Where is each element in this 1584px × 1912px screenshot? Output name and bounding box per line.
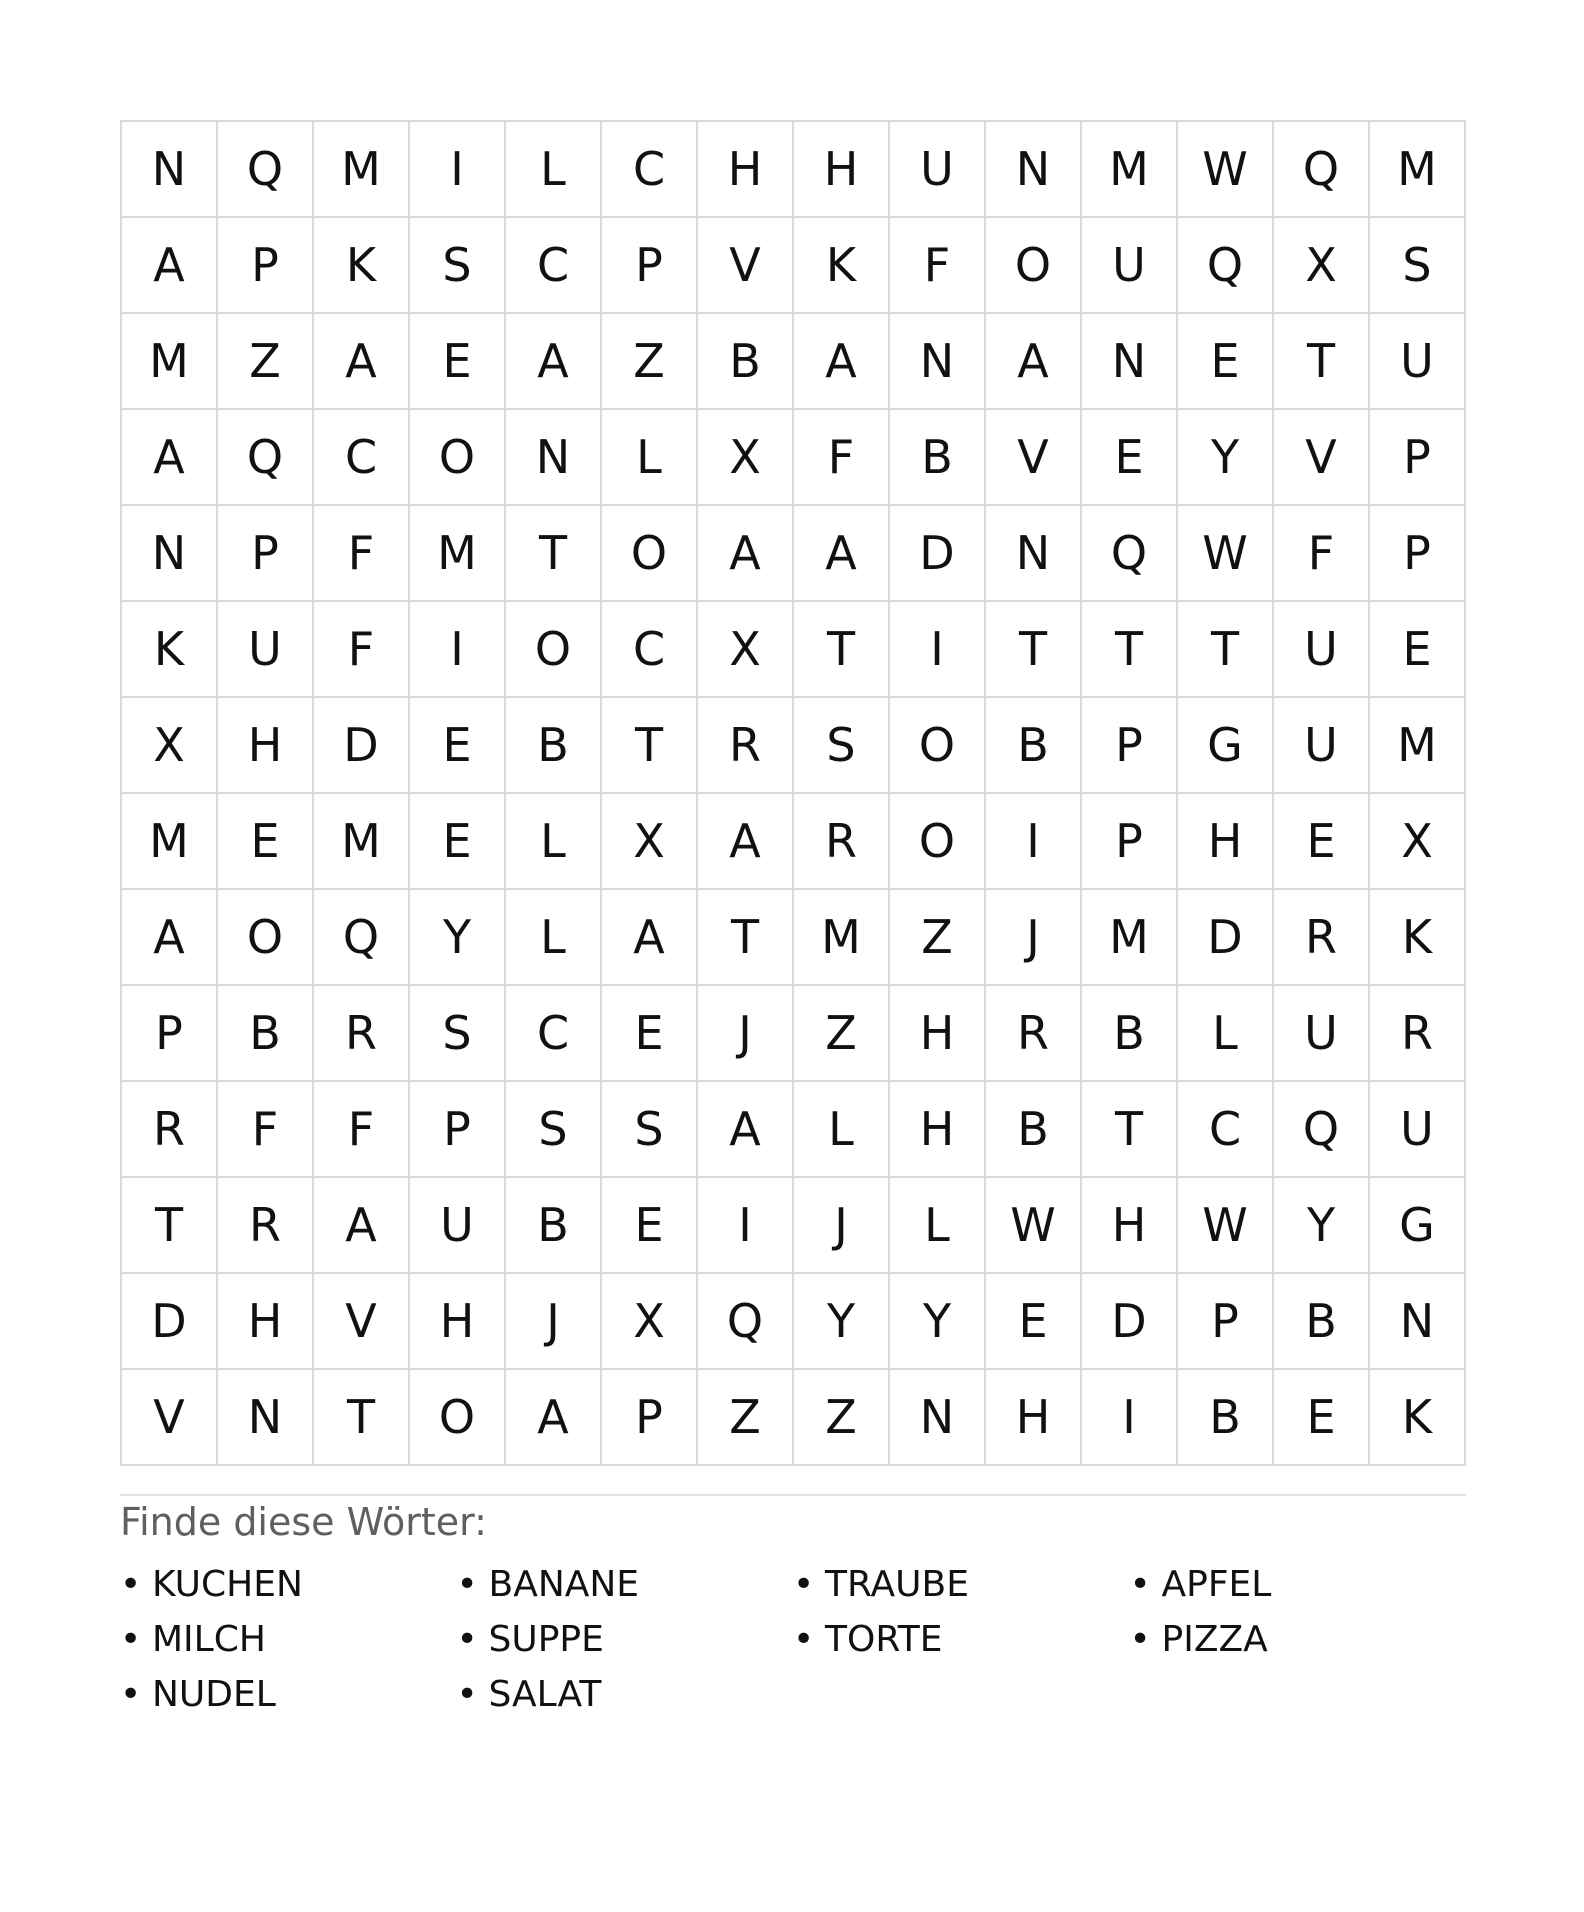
grid-cell[interactable]: E <box>1274 1370 1370 1466</box>
grid-cell[interactable]: E <box>1178 314 1274 410</box>
bullet-icon: • <box>1129 1619 1151 1660</box>
grid-cell[interactable]: B <box>218 986 314 1082</box>
grid-cell[interactable]: B <box>506 698 602 794</box>
grid-cell[interactable]: Z <box>602 314 698 410</box>
grid-cell[interactable]: O <box>218 890 314 986</box>
grid-cell[interactable]: O <box>890 698 986 794</box>
grid-cell[interactable]: K <box>1370 1370 1466 1466</box>
grid-cell[interactable]: F <box>1274 506 1370 602</box>
grid-cell[interactable]: Z <box>890 890 986 986</box>
grid-cell[interactable]: N <box>986 506 1082 602</box>
grid-cell[interactable]: C <box>602 602 698 698</box>
bullet-icon: • <box>793 1564 815 1605</box>
grid-cell[interactable]: M <box>314 794 410 890</box>
grid-cell[interactable]: P <box>1370 410 1466 506</box>
grid-cell[interactable]: B <box>986 1082 1082 1178</box>
grid-cell[interactable]: B <box>1178 1370 1274 1466</box>
word-item <box>793 1617 1130 1662</box>
grid-cell[interactable]: P <box>410 1082 506 1178</box>
grid-cell[interactable]: F <box>218 1082 314 1178</box>
grid-cell[interactable]: U <box>410 1178 506 1274</box>
grid-cell[interactable]: L <box>602 410 698 506</box>
grid-cell[interactable]: X <box>122 698 218 794</box>
grid-cell[interactable]: P <box>1082 794 1178 890</box>
grid-cell[interactable]: M <box>1082 122 1178 218</box>
grid-cell[interactable]: S <box>410 218 506 314</box>
grid-cell[interactable]: Y <box>1274 1178 1370 1274</box>
grid-cell[interactable]: G <box>1370 1178 1466 1274</box>
grid-cell[interactable]: P <box>1370 506 1466 602</box>
grid-cell[interactable]: M <box>794 890 890 986</box>
grid-cell[interactable]: U <box>1082 218 1178 314</box>
word-label: KUCHEN <box>152 1564 303 1605</box>
grid-cell[interactable]: B <box>890 410 986 506</box>
word-label: SALAT <box>488 1674 602 1715</box>
grid-cell[interactable]: R <box>218 1178 314 1274</box>
grid-cell[interactable]: A <box>122 218 218 314</box>
grid-cell[interactable]: Q <box>314 890 410 986</box>
bullet-icon: • <box>120 1564 142 1605</box>
grid-cell[interactable]: K <box>314 218 410 314</box>
grid-cell[interactable]: S <box>602 1082 698 1178</box>
grid-cell[interactable]: Q <box>1178 218 1274 314</box>
grid-cell[interactable]: U <box>890 122 986 218</box>
bullet-icon: • <box>793 1619 815 1660</box>
grid-cell[interactable]: D <box>314 698 410 794</box>
grid-cell[interactable]: I <box>410 122 506 218</box>
grid-cell[interactable]: M <box>1370 698 1466 794</box>
word-label: TRAUBE <box>825 1564 969 1605</box>
grid-cell[interactable]: V <box>698 218 794 314</box>
grid-cell[interactable]: R <box>986 986 1082 1082</box>
grid-cell[interactable]: D <box>1178 890 1274 986</box>
grid-cell[interactable]: X <box>698 602 794 698</box>
word-label: PIZZA <box>1161 1619 1268 1660</box>
grid-cell[interactable]: I <box>890 602 986 698</box>
divider <box>120 1494 1466 1496</box>
grid-cell[interactable]: F <box>794 410 890 506</box>
grid-cell[interactable]: I <box>698 1178 794 1274</box>
grid-cell[interactable]: I <box>1082 1370 1178 1466</box>
grid-cell[interactable]: T <box>314 1370 410 1466</box>
grid-cell[interactable]: Z <box>794 1370 890 1466</box>
grid-cell[interactable]: Q <box>698 1274 794 1370</box>
word-item <box>457 1617 794 1662</box>
grid-cell[interactable]: K <box>122 602 218 698</box>
grid-cell[interactable]: B <box>1274 1274 1370 1370</box>
grid-cell[interactable]: R <box>698 698 794 794</box>
grid-cell[interactable]: Q <box>1274 122 1370 218</box>
grid-cell[interactable]: T <box>1274 314 1370 410</box>
word-item <box>1130 1617 1467 1662</box>
word-item <box>457 1672 794 1717</box>
grid-cell[interactable]: A <box>314 1178 410 1274</box>
grid-cell[interactable]: L <box>890 1178 986 1274</box>
grid-cell[interactable]: T <box>794 602 890 698</box>
grid-cell[interactable]: R <box>1370 986 1466 1082</box>
grid-cell[interactable]: V <box>1274 410 1370 506</box>
grid-cell[interactable]: P <box>1178 1274 1274 1370</box>
grid-cell[interactable]: U <box>1274 602 1370 698</box>
grid-cell[interactable]: G <box>1178 698 1274 794</box>
grid-cell[interactable]: H <box>218 698 314 794</box>
grid-cell[interactable]: A <box>506 1370 602 1466</box>
grid-cell[interactable]: C <box>1178 1082 1274 1178</box>
grid-cell[interactable]: U <box>1274 698 1370 794</box>
grid-cell[interactable]: W <box>1178 1178 1274 1274</box>
grid-cell[interactable]: B <box>698 314 794 410</box>
bullet-icon: • <box>456 1564 478 1605</box>
grid-cell[interactable]: C <box>602 122 698 218</box>
grid-cell[interactable]: A <box>794 314 890 410</box>
grid-cell[interactable]: E <box>986 1274 1082 1370</box>
grid-cell[interactable]: J <box>986 890 1082 986</box>
grid-cell[interactable]: L <box>794 1082 890 1178</box>
grid-cell[interactable]: K <box>794 218 890 314</box>
grid-cell[interactable]: E <box>1082 410 1178 506</box>
grid-cell[interactable]: Z <box>218 314 314 410</box>
grid-cell[interactable]: T <box>122 1178 218 1274</box>
grid-cell[interactable]: M <box>122 794 218 890</box>
grid-cell[interactable]: L <box>506 794 602 890</box>
grid-cell[interactable]: N <box>890 1370 986 1466</box>
grid-cell[interactable]: Q <box>218 410 314 506</box>
grid-cell[interactable]: E <box>218 794 314 890</box>
grid-cell[interactable]: N <box>890 314 986 410</box>
grid-cell[interactable]: X <box>1274 218 1370 314</box>
grid-cell[interactable]: O <box>410 410 506 506</box>
grid-cell[interactable]: H <box>890 1082 986 1178</box>
bullet-icon: • <box>120 1619 142 1660</box>
grid-cell[interactable]: U <box>1274 986 1370 1082</box>
grid-cell[interactable]: Q <box>218 122 314 218</box>
grid-cell[interactable]: E <box>602 986 698 1082</box>
grid-cell[interactable]: J <box>506 1274 602 1370</box>
grid-cell[interactable]: W <box>1178 122 1274 218</box>
word-item <box>1130 1562 1467 1607</box>
word-item <box>120 1562 457 1607</box>
grid-cell[interactable]: T <box>698 890 794 986</box>
grid-cell[interactable]: E <box>1274 794 1370 890</box>
grid-cell[interactable]: E <box>410 794 506 890</box>
grid-cell[interactable]: B <box>1082 986 1178 1082</box>
grid-cell[interactable]: Y <box>1178 410 1274 506</box>
grid-cell[interactable]: O <box>410 1370 506 1466</box>
grid-cell[interactable]: D <box>1082 1274 1178 1370</box>
grid-cell[interactable]: W <box>986 1178 1082 1274</box>
grid-cell[interactable]: X <box>602 794 698 890</box>
grid-cell[interactable]: T <box>1178 602 1274 698</box>
grid-cell[interactable]: C <box>506 986 602 1082</box>
grid-cell[interactable]: T <box>986 602 1082 698</box>
grid-cell[interactable]: I <box>410 602 506 698</box>
grid-cell[interactable]: N <box>506 410 602 506</box>
grid-cell[interactable]: E <box>1370 602 1466 698</box>
grid-cell[interactable]: A <box>986 314 1082 410</box>
grid-cell[interactable]: O <box>602 506 698 602</box>
grid-cell[interactable]: N <box>122 506 218 602</box>
grid-cell[interactable]: X <box>602 1274 698 1370</box>
word-label: BANANE <box>488 1564 640 1605</box>
grid-cell[interactable]: L <box>1178 986 1274 1082</box>
word-label: NUDEL <box>152 1674 276 1715</box>
word-list-title: Finde diese Wörter: <box>120 1500 487 1544</box>
grid-cell[interactable]: Y <box>794 1274 890 1370</box>
word-item <box>120 1617 457 1662</box>
grid-cell[interactable]: F <box>314 602 410 698</box>
bullet-icon: • <box>120 1674 142 1715</box>
grid-cell[interactable]: E <box>410 314 506 410</box>
grid-cell[interactable]: A <box>506 314 602 410</box>
grid-cell[interactable]: T <box>506 506 602 602</box>
grid-cell[interactable]: N <box>986 122 1082 218</box>
grid-cell[interactable]: H <box>410 1274 506 1370</box>
grid-cell[interactable]: J <box>794 1178 890 1274</box>
grid-cell[interactable]: N <box>1082 314 1178 410</box>
grid-cell[interactable]: A <box>122 410 218 506</box>
grid-cell[interactable]: Z <box>794 986 890 1082</box>
word-label: TORTE <box>825 1619 943 1660</box>
grid-cell[interactable]: I <box>986 794 1082 890</box>
grid-cell[interactable]: S <box>410 986 506 1082</box>
grid-cell[interactable]: V <box>986 410 1082 506</box>
grid-cell[interactable]: J <box>698 986 794 1082</box>
grid-cell[interactable]: A <box>698 1082 794 1178</box>
grid-cell[interactable]: T <box>1082 1082 1178 1178</box>
grid-cell[interactable]: R <box>1274 890 1370 986</box>
grid-cell[interactable]: V <box>122 1370 218 1466</box>
bullet-icon: • <box>1129 1564 1151 1605</box>
word-search-grid <box>120 120 1466 1466</box>
word-label: SUPPE <box>488 1619 604 1660</box>
grid-cell[interactable]: T <box>1082 602 1178 698</box>
grid-cell[interactable]: O <box>890 794 986 890</box>
grid-cell[interactable]: H <box>218 1274 314 1370</box>
grid-cell[interactable]: V <box>314 1274 410 1370</box>
grid-cell[interactable]: W <box>1178 506 1274 602</box>
grid-cell[interactable]: B <box>986 698 1082 794</box>
grid-cell[interactable]: F <box>890 218 986 314</box>
grid-cell[interactable]: D <box>122 1274 218 1370</box>
grid-cell[interactable]: C <box>314 410 410 506</box>
grid-cell[interactable]: A <box>602 890 698 986</box>
grid-cell[interactable]: E <box>410 698 506 794</box>
grid-cell[interactable]: C <box>506 218 602 314</box>
grid-cell[interactable]: M <box>1370 122 1466 218</box>
grid-cell[interactable]: P <box>602 1370 698 1466</box>
word-item <box>457 1562 794 1607</box>
grid-cell[interactable]: S <box>1370 218 1466 314</box>
grid-cell[interactable]: H <box>890 986 986 1082</box>
grid-cell[interactable]: N <box>218 1370 314 1466</box>
grid-cell[interactable]: N <box>1370 1274 1466 1370</box>
grid-cell[interactable]: O <box>986 218 1082 314</box>
grid-cell[interactable]: H <box>986 1370 1082 1466</box>
grid-cell[interactable]: A <box>698 794 794 890</box>
word-item <box>120 1672 457 1717</box>
grid-cell[interactable]: L <box>506 122 602 218</box>
grid-cell[interactable]: D <box>890 506 986 602</box>
word-item <box>793 1562 1130 1607</box>
bullet-icon: • <box>456 1619 478 1660</box>
grid-cell[interactable]: K <box>1370 890 1466 986</box>
grid-cell[interactable]: M <box>1082 890 1178 986</box>
grid-cell[interactable]: H <box>1082 1178 1178 1274</box>
grid-cell[interactable]: E <box>602 1178 698 1274</box>
grid-cell[interactable]: R <box>314 986 410 1082</box>
grid-cell[interactable]: H <box>698 122 794 218</box>
grid-cell[interactable]: L <box>506 890 602 986</box>
grid-cell[interactable]: Y <box>890 1274 986 1370</box>
grid-cell[interactable]: S <box>506 1082 602 1178</box>
grid-cell[interactable]: U <box>1370 314 1466 410</box>
word-label: APFEL <box>1161 1564 1272 1605</box>
grid-cell[interactable]: A <box>314 314 410 410</box>
grid-cell[interactable]: N <box>122 122 218 218</box>
word-list <box>120 1562 1466 1717</box>
grid-cell[interactable]: A <box>794 506 890 602</box>
grid-cell[interactable]: B <box>506 1178 602 1274</box>
grid-cell[interactable]: P <box>218 218 314 314</box>
grid-cell[interactable]: O <box>506 602 602 698</box>
word-label: MILCH <box>152 1619 266 1660</box>
grid-cell[interactable]: Z <box>698 1370 794 1466</box>
bullet-icon: • <box>456 1674 478 1715</box>
grid-cell[interactable]: F <box>314 1082 410 1178</box>
grid-cell[interactable]: M <box>122 314 218 410</box>
grid-cell[interactable]: X <box>698 410 794 506</box>
grid-cell[interactable]: X <box>1370 794 1466 890</box>
grid-cell[interactable]: S <box>794 698 890 794</box>
grid-cell[interactable]: P <box>218 506 314 602</box>
grid-cell[interactable]: P <box>602 218 698 314</box>
grid-cell[interactable]: H <box>1178 794 1274 890</box>
grid-cell[interactable]: M <box>410 506 506 602</box>
grid-cell[interactable]: P <box>1082 698 1178 794</box>
grid-cell[interactable]: P <box>122 986 218 1082</box>
grid-cell[interactable]: Y <box>410 890 506 986</box>
grid-cell[interactable]: T <box>602 698 698 794</box>
grid-cell[interactable]: U <box>218 602 314 698</box>
grid-cell[interactable]: Q <box>1082 506 1178 602</box>
grid-cell[interactable]: H <box>794 122 890 218</box>
grid-cell[interactable]: R <box>122 1082 218 1178</box>
grid-cell[interactable]: A <box>122 890 218 986</box>
grid-cell[interactable]: A <box>698 506 794 602</box>
grid-cell[interactable]: Q <box>1274 1082 1370 1178</box>
grid-cell[interactable]: R <box>794 794 890 890</box>
grid-cell[interactable]: U <box>1370 1082 1466 1178</box>
grid-cell[interactable]: F <box>314 506 410 602</box>
grid-cell[interactable]: M <box>314 122 410 218</box>
